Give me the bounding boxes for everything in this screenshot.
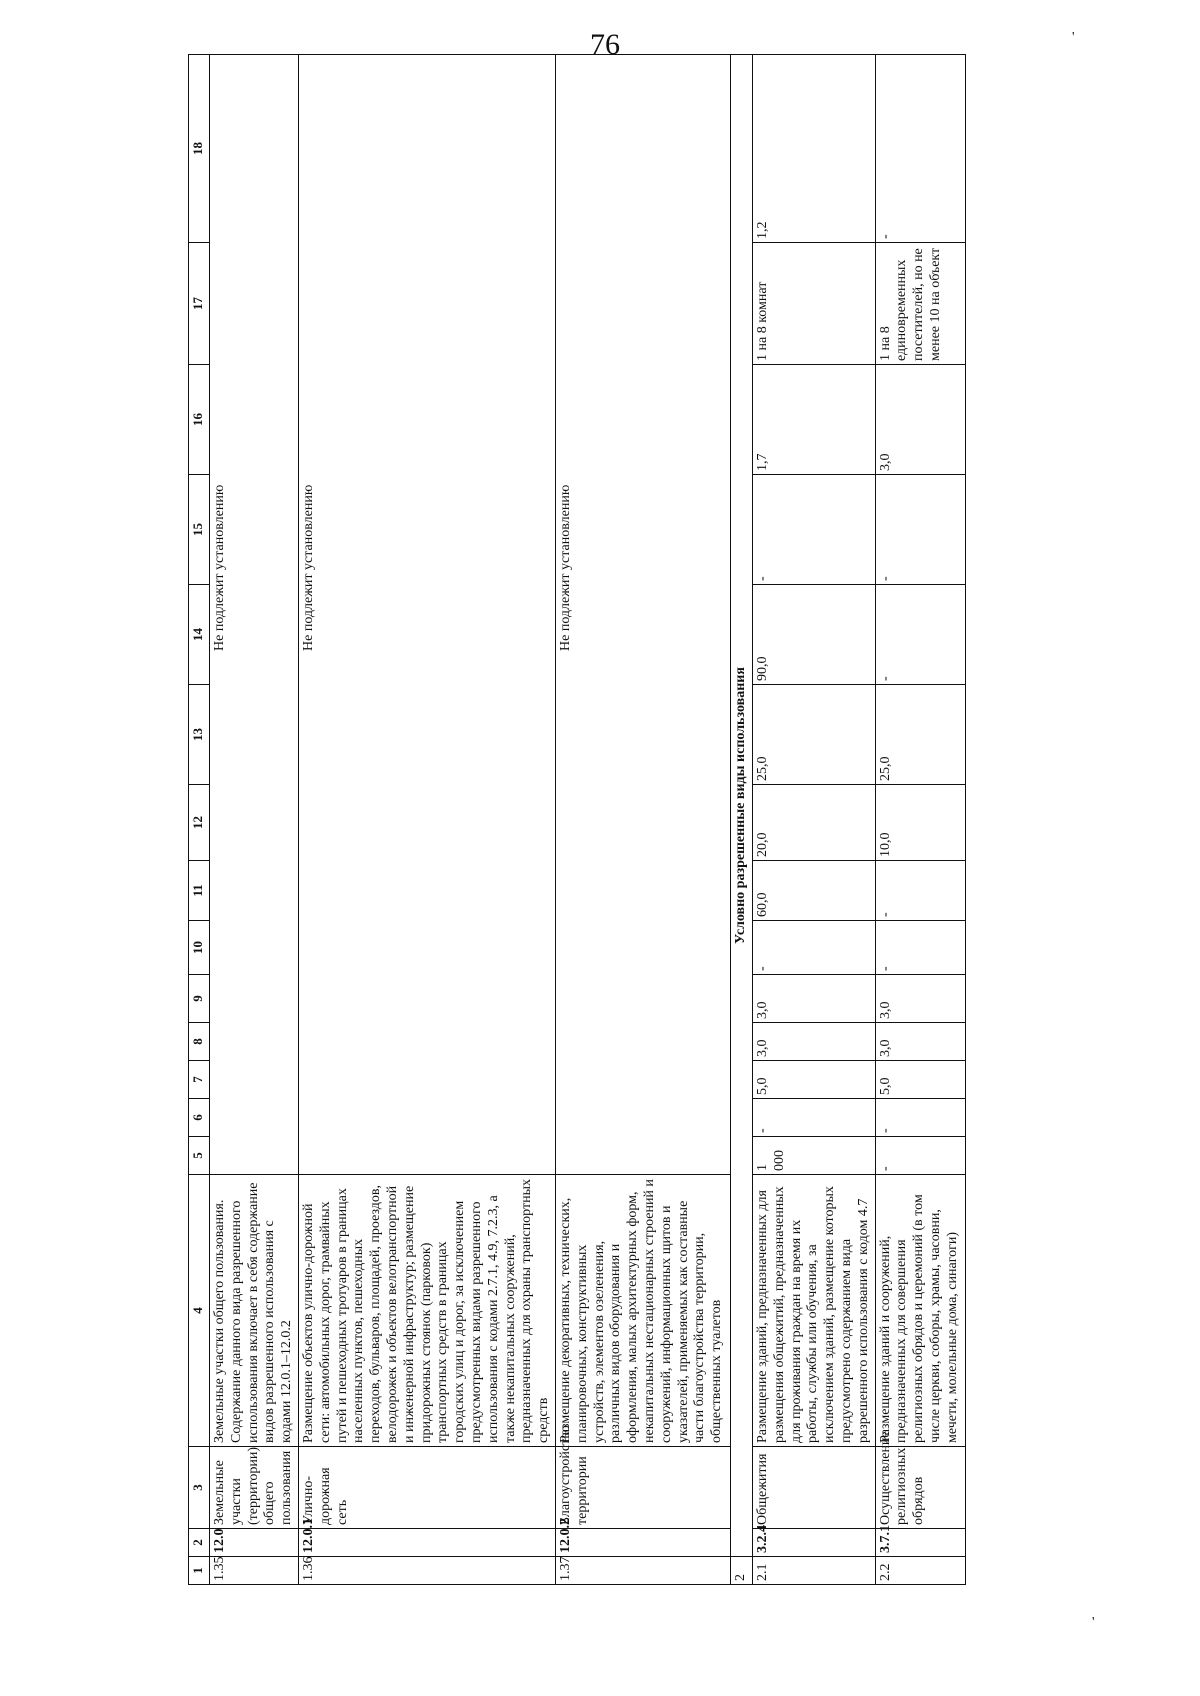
cell-col-10: - — [752, 921, 875, 975]
cell-col-16: 1,7 — [752, 365, 875, 475]
row-description: Размещение декоративных, технических, планировочных, конструктивных устройств, элементов озеленения, различных видов оборудования и оформления, малых архитектурных форм, некапитальных нестационарных строений и сооружений, информационных щитов и указателей, применяемых как составные части благоустройства территории, общественных туалетов — [555, 1175, 730, 1447]
cell-col-9: 3,0 — [752, 975, 875, 1023]
cell-col-14: - — [875, 585, 965, 685]
header-cell: 11 — [189, 861, 210, 921]
header-cell: 9 — [189, 975, 210, 1023]
cell-col-17: 1 на 8 комнат — [752, 243, 875, 365]
not-applicable-note — [555, 55, 730, 1175]
not-applicable-text: Не подлежит установлению — [212, 484, 227, 651]
table-row — [555, 55, 730, 1585]
cell-col-7: 5,0 — [875, 1061, 965, 1099]
cell-col-13: 25,0 — [875, 685, 965, 785]
cell-col-18: 1,2 — [752, 55, 875, 243]
cell-col-12: 20,0 — [752, 785, 875, 861]
cell-col-12: 10,0 — [875, 785, 965, 861]
row-code: 12.0 — [210, 1529, 299, 1557]
row-number: 1.35 — [210, 1557, 299, 1585]
row-name: Осуществление религиозных обрядов — [875, 1447, 965, 1529]
not-applicable-text: Не подлежит установлению — [300, 484, 316, 651]
table-row — [875, 55, 965, 1585]
header-cell: 16 — [189, 365, 210, 475]
header-cell: 1 — [189, 1557, 210, 1585]
header-cell: 17 — [189, 243, 210, 365]
table-row — [298, 55, 555, 1585]
header-cell: 4 — [189, 1175, 210, 1447]
section-title: Условно разрешенные виды использования — [730, 55, 752, 1557]
header-cell: 14 — [189, 585, 210, 685]
row-number: 2.2 — [875, 1557, 965, 1585]
header-cell: 6 — [189, 1099, 210, 1137]
row-description: Размещение зданий, предназначенных для размещения общежитий, предназначенных для проживания граждан на время их работы, службы или обучения, за исключением зданий, размещение которых предусмотрено содержанием вида разрешенного использования с кодом 4.7 — [752, 1175, 875, 1447]
header-cell: 12 — [189, 785, 210, 861]
cell-col-17: 1 на 8 единовременных посетителей, но не менее 10 на объект — [875, 243, 965, 365]
cell-col-8: 3,0 — [875, 1023, 965, 1061]
cell-col-5: 1 000 — [752, 1137, 875, 1175]
header-cell: 15 — [189, 475, 210, 585]
cell-col-6: - — [752, 1099, 875, 1137]
land-use-table — [188, 54, 966, 1585]
row-code: 3.2.4 — [752, 1529, 875, 1557]
cell-col-6: - — [875, 1099, 965, 1137]
row-name: Благоустройство территории — [555, 1447, 730, 1529]
cell-col-15: - — [752, 475, 875, 585]
cell-col-5: - — [875, 1137, 965, 1175]
not-applicable-note — [210, 55, 299, 1175]
cell-col-18: - — [875, 55, 965, 243]
cell-col-11: 60,0 — [752, 861, 875, 921]
cell-col-8: 3,0 — [752, 1023, 875, 1061]
page-number: 76 — [590, 28, 620, 61]
section-number: 2 — [730, 1557, 752, 1585]
cell-col-7: 5,0 — [752, 1061, 875, 1099]
row-number: 1.36 — [298, 1557, 555, 1585]
cell-col-11: - — [875, 861, 965, 921]
section-row — [730, 55, 752, 1585]
not-applicable-text: Не подлежит установлению — [557, 484, 573, 651]
bottom-tick-mark: ' — [1092, 1615, 1095, 1630]
cell-col-10: - — [875, 921, 965, 975]
row-number: 2.1 — [752, 1557, 875, 1585]
rotated-table-container — [188, 55, 1188, 1585]
row-number: 1.37 — [555, 1557, 730, 1585]
header-cell: 5 — [189, 1137, 210, 1175]
cell-col-15: - — [875, 475, 965, 585]
header-cell: 18 — [189, 55, 210, 243]
header-row — [189, 55, 210, 1585]
not-applicable-note — [298, 55, 555, 1175]
header-cell: 8 — [189, 1023, 210, 1061]
row-description: Размещение зданий и сооружений, предназначенных для совершения религиозных обрядов и церемоний (в том числе церкви, соборы, храмы, часовни, мечети, молельные дома, синагоги) — [875, 1175, 965, 1447]
row-code: 3.7.1 — [875, 1529, 965, 1557]
row-name: Земельные участки (территории) общего пользования — [210, 1447, 299, 1529]
row-description: Земельные участки общего пользования. Содержание данного вида разрешенного использования включает в себя содержание видов разрешенного использования с кодами 12.0.1–12.0.2 — [210, 1175, 299, 1447]
row-name: Общежития — [752, 1447, 875, 1529]
header-cell: 2 — [189, 1529, 210, 1557]
cell-col-9: 3,0 — [875, 975, 965, 1023]
table-row — [752, 55, 875, 1585]
cell-col-13: 25,0 — [752, 685, 875, 785]
row-code: 12.0.1 — [298, 1529, 555, 1557]
header-cell: 3 — [189, 1447, 210, 1529]
cell-col-16: 3,0 — [875, 365, 965, 475]
header-cell: 10 — [189, 921, 210, 975]
header-cell: 7 — [189, 1061, 210, 1099]
cell-col-14: 90,0 — [752, 585, 875, 685]
table-row — [210, 55, 299, 1585]
row-name: Улично-дорожная сеть — [298, 1447, 555, 1529]
header-cell: 13 — [189, 685, 210, 785]
row-description: Размещение объектов улично-дорожной сети: автомобильных дорог, трамвайных путей и пешеходных тротуаров в границах населенных пунктов, пешеходных переходов, бульваров, площадей, проездов, велодорожек и объектов велотранспортной и инженерной инфраструктур; размещение придорожных стоянок (парковок) транспортных средств в границах городских улиц и дорог, за исключением предусмотренных видами разрешенного использования с кодами 2.7.1, 4.9, 7.2.3, а также некапитальных сооружений, предназначенных для охраны транспортных средств — [298, 1175, 555, 1447]
top-tick-mark: ' — [1072, 30, 1075, 45]
row-code: 12.0.2 — [555, 1529, 730, 1557]
